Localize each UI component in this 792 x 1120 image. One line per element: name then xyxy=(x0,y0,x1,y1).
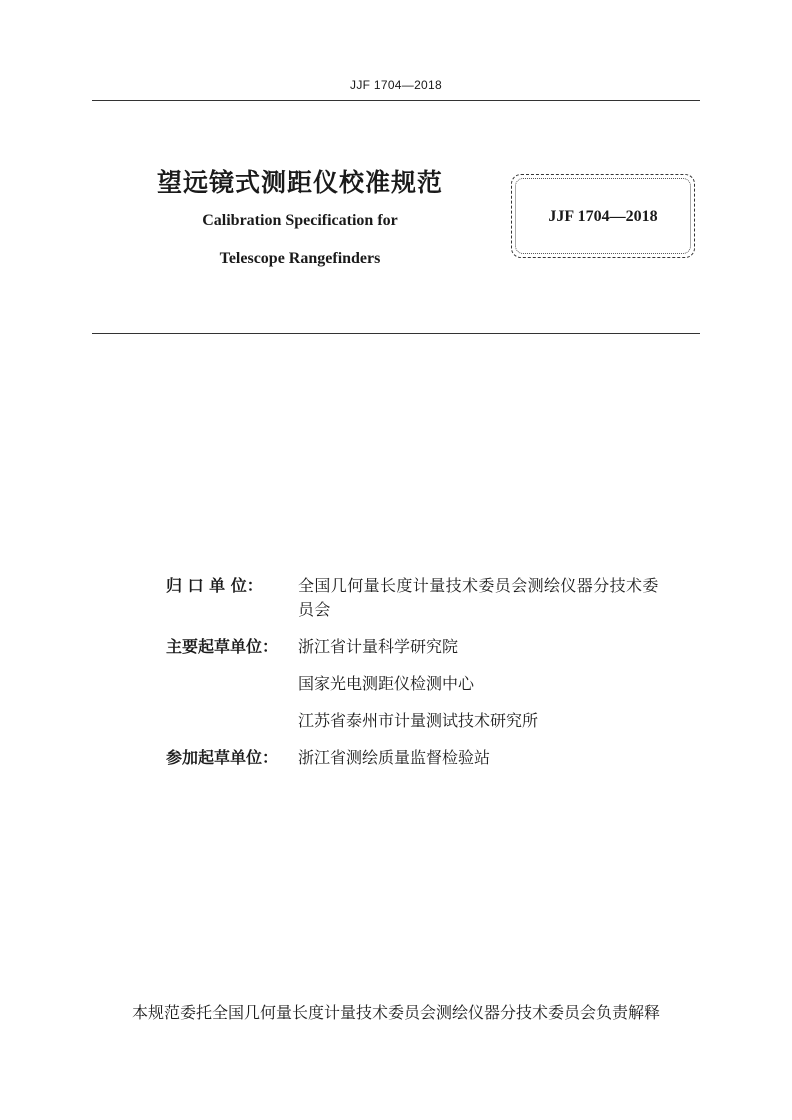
title-chinese: 望远镜式测距仪校准规范 xyxy=(156,168,443,197)
standard-code-box xyxy=(511,174,695,258)
responsible-unit-value xyxy=(298,574,706,622)
main-drafting-unit-values xyxy=(298,635,706,733)
responsible-unit-row xyxy=(166,574,706,622)
interpretation-note: 本规范委托全国几何量长度计量技术委员会测绘仪器分技术委员会负责解释 xyxy=(131,1003,660,1022)
participating-unit-row xyxy=(166,746,706,770)
main-drafting-unit-row xyxy=(166,635,706,733)
responsible-unit-label: 归 口 单 位： xyxy=(166,576,263,595)
participating-unit-label: 参加起草单位： xyxy=(166,748,279,767)
responsible-unit-line1: 全国几何量长度计量技术委员会测绘仪器分技术委 xyxy=(298,576,659,595)
participating-unit-value: 浙江省测绘质量监督检验站 xyxy=(298,748,491,767)
main-drafting-unit-item: 江苏省泰州市计量测试技术研究所 xyxy=(298,711,539,730)
title-english-line2: Telescope Rangefinders xyxy=(219,250,381,267)
drafting-units xyxy=(166,574,706,783)
code-box-text: JJF 1704—2018 xyxy=(548,208,658,225)
main-drafting-unit-label: 主要起草单位： xyxy=(166,637,279,656)
responsible-unit-line2: 员会 xyxy=(298,600,331,619)
main-drafting-unit-item: 国家光电测距仪检测中心 xyxy=(298,674,475,693)
title-english-line1: Calibration Specification for xyxy=(202,212,398,229)
title-divider xyxy=(92,333,700,334)
header-divider xyxy=(92,100,700,101)
main-drafting-unit-item: 浙江省计量科学研究院 xyxy=(298,637,459,656)
header-standard-code: JJF 1704—2018 xyxy=(350,78,442,92)
